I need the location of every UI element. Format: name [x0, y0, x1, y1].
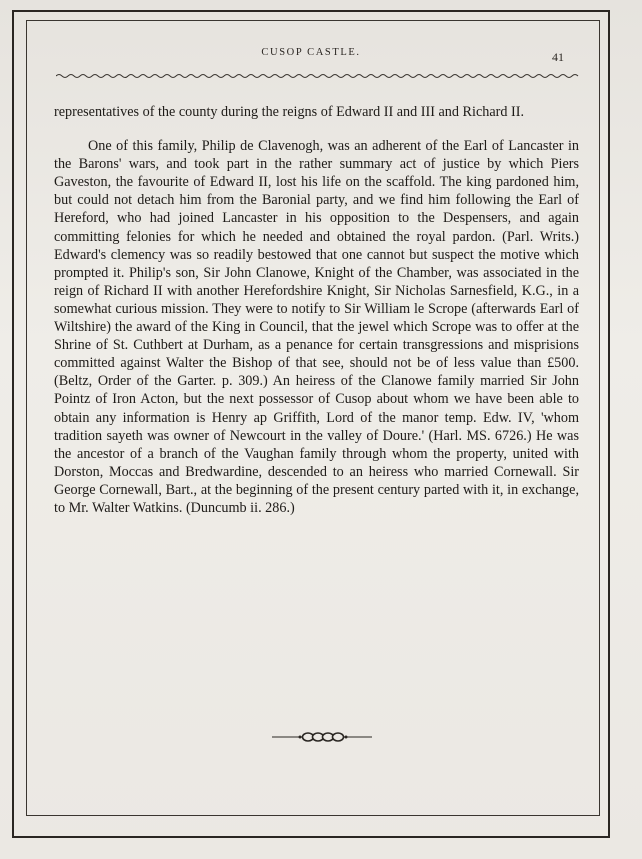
- fleuron-chain-icon: [272, 730, 372, 744]
- paragraph-clavenogh: One of this family, Philip de Clavenogh, was an adherent of the Earl of Lancaster in the Barons' wars, and took part in the rather summary act of justice by which Piers Gaveston, the favourite of Edward II, lost his life on the scaffold. The king pardoned him, but could not detach him from the Baronial party, and we find him following the Earl of Hereford, who had joined Lancaster in his opposition to the Despensers, and again committing felonies for which he needed and obtained the royal pardon. (Parl. Writs.) Edward's clemency was so readily bestowed that one cannot but suspect the motive which prompted it. Philip's son, Sir John Clanowe, Knight of the Chamber, was associated in the reign of Richard II with another Herefordshire Knight, Sir Nicholas Sarnesfield, K.G., in a somewhat curious mission. They were to notify to Sir William le Scrope (afterwards Earl of Wiltshire) the award of the King in Council, that the jewel which Scrope was to offer at the Shrine of St. Cuthbert at Durham, as a penance for certain transgressions and misprisions committed against Walter the Bishop of that see, should not be of less value than £500. (Beltz, Order of the Garter. p. 309.) An heiress of the Clanowe family married Sir John Pointz of Iron Acton, but the next possessor of Cusop about whom we have been able to obtain any information is Henry ap Griffith, Lord of the manor temp. Edw. IV, 'whom tradition sayeth was owner of Newcourt in the valley of Doure.' (Harl. MS. 6726.) He was the ancestor of a branch of the Vaughan family through whom the property, united with Dorston, Moccas and Bredwardine, descended to an heiress who married Cornewall. Sir George Cornewall, Bart., at the beginning of the present century parted with it, in exchange, to Mr. Walter Watkins. (Duncumb ii. 286.): [54, 138, 579, 516]
- paragraph-continued: representatives of the county during the reigns of Edward II and III and Richard II.: [54, 104, 524, 120]
- wavy-rule-icon: [56, 73, 580, 79]
- body-text: [54, 103, 579, 517]
- running-title: CUSOP CASTLE.: [261, 47, 361, 58]
- page-number: 41: [552, 50, 564, 64]
